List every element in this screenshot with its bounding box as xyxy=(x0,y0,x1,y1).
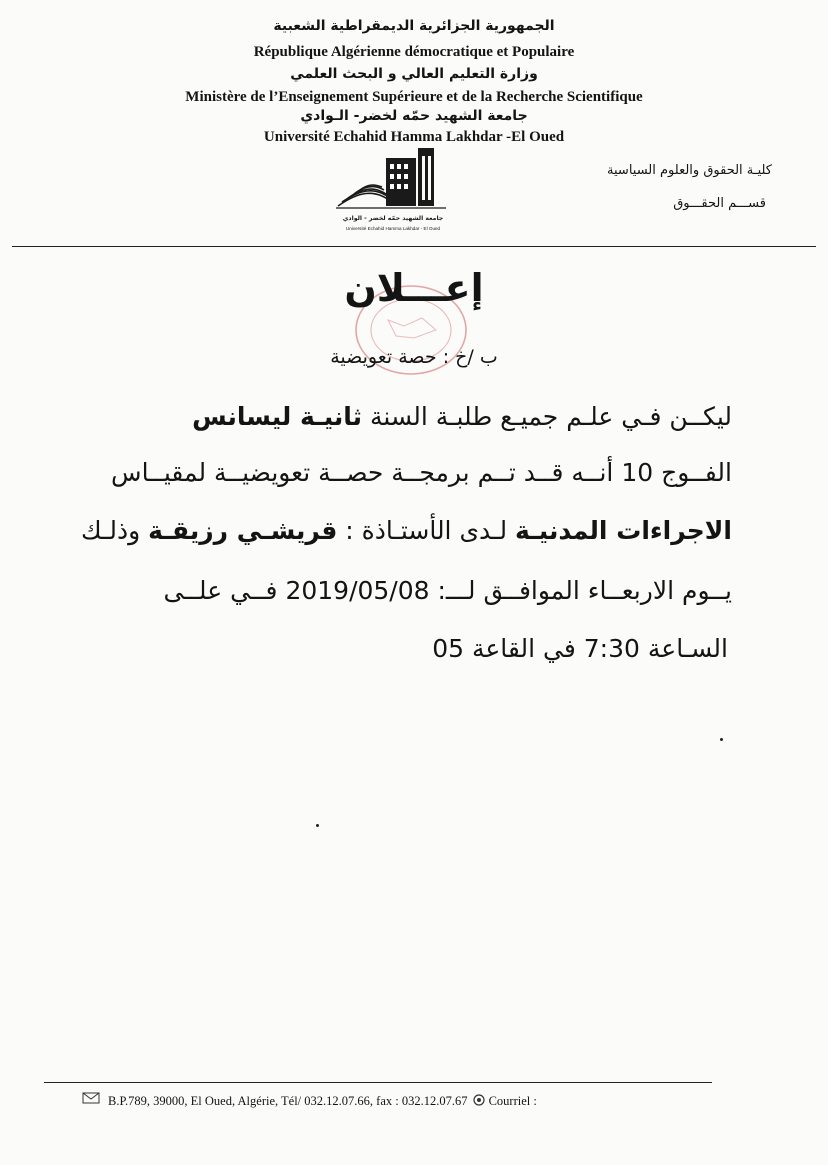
ministry-arabic: وزارة التعليم العالي و البحث العلمي xyxy=(290,66,538,82)
notice-line-5: السـاعة 7:30 في القاعة 05 xyxy=(432,634,728,663)
header-divider xyxy=(12,246,816,247)
line-3-end: وذلـك xyxy=(81,516,149,545)
email-label: Courriel : xyxy=(488,1094,537,1108)
ministry-french: Ministère de l’Enseignement Supérieure et de la Recherche Scientifique xyxy=(185,89,643,105)
stray-dot xyxy=(720,738,723,741)
republic-arabic: الجمهورية الجزائرية الديمقراطية الشعبية xyxy=(273,18,555,34)
stray-dot xyxy=(316,824,319,827)
university-logo xyxy=(334,144,452,240)
republic-french: République Algérienne démocratique et Populaire xyxy=(253,44,575,60)
email-icon xyxy=(471,1094,489,1110)
department-name: قســـم الحقـــوق xyxy=(673,196,766,211)
notice-line-4: يــوم الاربعــاء الموافــق لـــ: 2019/05/08 فــي علــى xyxy=(163,576,732,605)
footer-divider xyxy=(44,1082,712,1083)
logo-caption-arabic: جامعة الشهيد حمّه لخضر - الوادي xyxy=(342,215,444,222)
line-3-text: لـدى الأستـاذة : xyxy=(337,516,516,545)
address-text: B.P.789, 39000, El Oued, Algérie, Tél/ 032.12.07.66, fax : 032.12.07.67 xyxy=(108,1094,468,1108)
module-name: الاجراءات المدنيـة xyxy=(515,516,732,545)
logo-caption-french: Université Echahid Hamma Lakhdar - El Oued xyxy=(345,226,441,231)
university-french: Université Echahid Hamma Lakhdar -El Oued xyxy=(263,129,565,145)
notice-subject: ب /خ : حصة تعويضية xyxy=(330,346,498,368)
university-logo-icon xyxy=(334,144,452,240)
notice-title: إعـــلان xyxy=(344,266,484,310)
notice-line-2: الفــوج 10 أنــه قــد تــم برمجــة حصــة تعويضيــة لمقيــاس xyxy=(111,458,732,487)
professor-name: قريشـي رزيقـة xyxy=(148,516,338,545)
footer-address xyxy=(108,1094,537,1110)
notice-line-1 xyxy=(192,402,732,431)
line-1-text: ليكــن فـي علـم جميـع طلبـة السنة xyxy=(362,402,732,431)
notice-line-3 xyxy=(81,516,732,545)
faculty-name: كليـة الحقوق والعلوم السياسية xyxy=(607,163,772,178)
level-name: ثانيـة ليسانس xyxy=(192,402,363,431)
university-arabic: جامعة الشهيد حمّه لخضر- الـوادي xyxy=(300,108,528,124)
postal-icon xyxy=(82,1090,100,1109)
